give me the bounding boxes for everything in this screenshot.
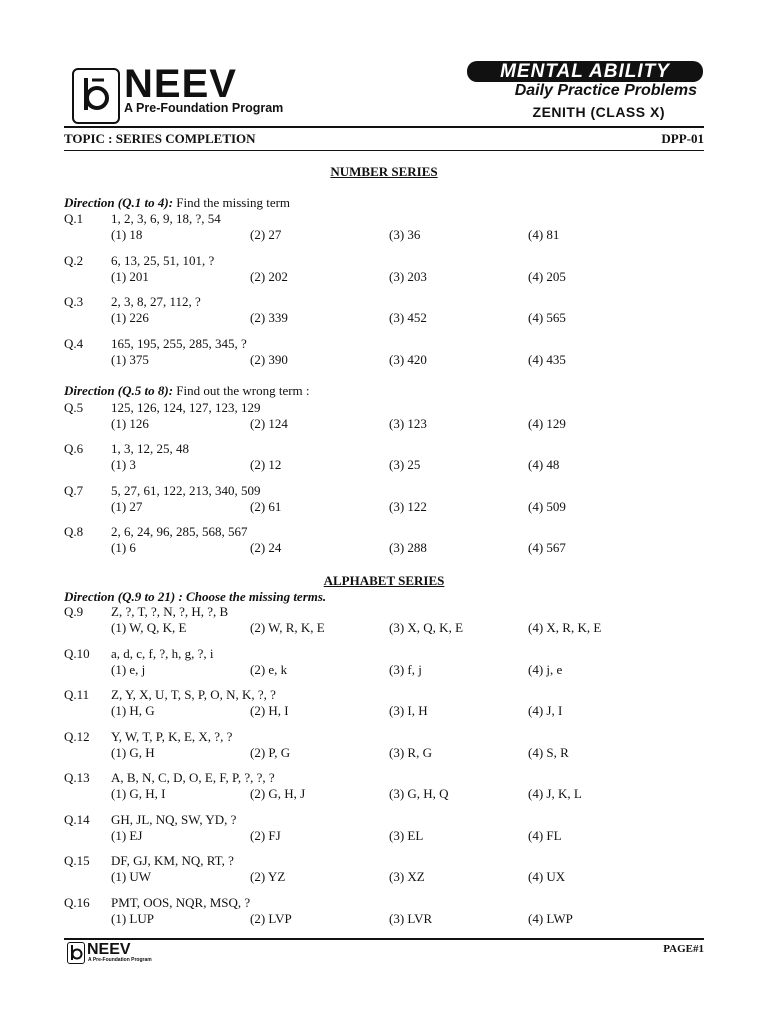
answer-option: (1) G, H bbox=[111, 745, 155, 760]
question-number: Q.9 bbox=[64, 604, 84, 619]
page-number: PAGE#1 bbox=[663, 943, 704, 955]
answer-option: (2) 124 bbox=[250, 416, 288, 431]
question-text: Y, W, T, P, K, E, X, ?, ? bbox=[111, 729, 233, 744]
answer-option: (1) 3 bbox=[111, 457, 136, 472]
answer-option: (2) 27 bbox=[250, 227, 282, 242]
answer-option: (3) 452 bbox=[389, 310, 427, 325]
answer-option: (2) LVP bbox=[250, 911, 292, 926]
question-text: Z, ?, T, ?, N, ?, H, ?, B bbox=[111, 604, 229, 619]
question-text: 125, 126, 124, 127, 123, 129 bbox=[111, 400, 261, 415]
answer-option: (2) P, G bbox=[250, 745, 291, 760]
answer-option: (2) 61 bbox=[250, 499, 282, 514]
question-number: Q.10 bbox=[64, 646, 90, 661]
question-number: Q.15 bbox=[64, 853, 90, 868]
answer-option: (2) 339 bbox=[250, 310, 288, 325]
footer-logo-icon bbox=[67, 942, 85, 964]
answer-option: (1) LUP bbox=[111, 911, 154, 926]
answer-option: (4) 81 bbox=[528, 227, 560, 242]
answer-option: (4) J, K, L bbox=[528, 786, 582, 801]
answer-option: (2) H, I bbox=[250, 703, 289, 718]
question-text: 6, 13, 25, 51, 101, ? bbox=[111, 253, 215, 268]
direction-label: Direction (Q.9 to 21) : Choose the missing terms. bbox=[64, 589, 327, 604]
answer-option: (1) EJ bbox=[111, 828, 143, 843]
answer-option: (2) YZ bbox=[250, 869, 286, 884]
doc-type: Daily Practice Problems bbox=[514, 82, 697, 99]
direction-text: Find out the wrong term : bbox=[176, 383, 310, 398]
question-number: Q.13 bbox=[64, 770, 90, 785]
question-text: Z, Y, X, U, T, S, P, O, N, K, ?, ? bbox=[111, 687, 276, 702]
section-heading-number: NUMBER SERIES bbox=[330, 164, 438, 179]
question-text: GH, JL, NQ, SW, YD, ? bbox=[111, 812, 237, 827]
answer-option: (4) LWP bbox=[528, 911, 573, 926]
question-number: Q.12 bbox=[64, 729, 90, 744]
question-number: Q.14 bbox=[64, 812, 90, 827]
question-text: 2, 3, 8, 27, 112, ? bbox=[111, 294, 201, 309]
question-number: Q.1 bbox=[64, 211, 84, 226]
question-text: PMT, OOS, NQR, MSQ, ? bbox=[111, 895, 251, 910]
answer-option: (4) 567 bbox=[528, 540, 566, 555]
answer-option: (2) 202 bbox=[250, 269, 288, 284]
answer-option: (4) 565 bbox=[528, 310, 566, 325]
answer-option: (1) 18 bbox=[111, 227, 143, 242]
class-label: ZENITH (CLASS X) bbox=[532, 104, 665, 120]
answer-option: (2) FJ bbox=[250, 828, 281, 843]
answer-option: (2) W, R, K, E bbox=[250, 620, 325, 635]
answer-option: (3) 122 bbox=[389, 499, 427, 514]
answer-option: (4) 48 bbox=[528, 457, 560, 472]
question-number: Q.2 bbox=[64, 253, 84, 268]
question-text: 5, 27, 61, 122, 213, 340, 509 bbox=[111, 483, 261, 498]
answer-option: (1) 226 bbox=[111, 310, 149, 325]
question-text: 1, 2, 3, 6, 9, 18, ?, 54 bbox=[111, 211, 221, 226]
direction-label: Direction (Q.5 to 8): bbox=[64, 383, 174, 398]
answer-option: (4) UX bbox=[528, 869, 566, 884]
question-number: Q.7 bbox=[64, 483, 84, 498]
answer-option: (3) 203 bbox=[389, 269, 427, 284]
answer-option: (4) 205 bbox=[528, 269, 566, 284]
answer-option: (4) S, R bbox=[528, 745, 569, 760]
direction-label: Direction (Q.1 to 4): bbox=[64, 195, 174, 210]
direction-line bbox=[64, 383, 310, 399]
answer-option: (4) 435 bbox=[528, 352, 566, 367]
brand-name: NEEV bbox=[124, 62, 237, 106]
answer-option: (3) 36 bbox=[389, 227, 421, 242]
answer-option: (1) 27 bbox=[111, 499, 143, 514]
answer-option: (3) X, Q, K, E bbox=[389, 620, 464, 635]
answer-option: (4) 129 bbox=[528, 416, 566, 431]
question-number: Q.4 bbox=[64, 336, 84, 351]
answer-option: (3) G, H, Q bbox=[389, 786, 449, 801]
question-number: Q.5 bbox=[64, 400, 84, 415]
answer-option: (3) 25 bbox=[389, 457, 421, 472]
question-text: 1, 3, 12, 25, 48 bbox=[111, 441, 189, 456]
answer-option: (3) I, H bbox=[389, 703, 428, 718]
neev-logo bbox=[72, 68, 120, 124]
question-number: Q.11 bbox=[64, 687, 90, 702]
answer-option: (3) f, j bbox=[389, 662, 422, 677]
answer-option: (3) XZ bbox=[389, 869, 425, 884]
answer-option: (3) 123 bbox=[389, 416, 427, 431]
subject-banner: MENTAL ABILITY bbox=[467, 61, 703, 82]
answer-option: (3) LVR bbox=[389, 911, 433, 926]
question-text: 2, 6, 24, 96, 285, 568, 567 bbox=[111, 524, 248, 539]
answer-option: (1) 6 bbox=[111, 540, 136, 555]
neev-logo-icon bbox=[78, 74, 112, 116]
answer-option: (1) G, H, I bbox=[111, 786, 166, 801]
question-number: Q.3 bbox=[64, 294, 84, 309]
answer-option: (1) UW bbox=[111, 869, 152, 884]
direction-line bbox=[64, 195, 290, 211]
answer-option: (2) 12 bbox=[250, 457, 282, 472]
answer-option: (1) 126 bbox=[111, 416, 149, 431]
answer-option: (3) 420 bbox=[389, 352, 427, 367]
answer-option: (4) 509 bbox=[528, 499, 566, 514]
footer-brand: NEEV bbox=[87, 941, 131, 958]
answer-option: (4) j, e bbox=[528, 662, 563, 677]
question-number: Q.8 bbox=[64, 524, 84, 539]
answer-option: (4) J, I bbox=[528, 703, 563, 718]
question-text: 165, 195, 255, 285, 345, ? bbox=[111, 336, 247, 351]
answer-option: (4) FL bbox=[528, 828, 562, 843]
answer-option: (3) R, G bbox=[389, 745, 432, 760]
answer-option: (1) e, j bbox=[111, 662, 146, 677]
topic-title: TOPIC : SERIES COMPLETION bbox=[64, 131, 256, 146]
answer-option: (2) 24 bbox=[250, 540, 282, 555]
dpp-number: DPP-01 bbox=[661, 131, 704, 146]
answer-option: (1) 201 bbox=[111, 269, 149, 284]
brand-tagline: A Pre-Foundation Program bbox=[124, 101, 284, 115]
footer-tagline: A Pre-Foundation Program bbox=[88, 957, 152, 963]
answer-option: (1) H, G bbox=[111, 703, 155, 718]
direction-text: Find the missing term bbox=[176, 195, 291, 210]
question-text: A, B, N, C, D, O, E, F, P, ?, ?, ? bbox=[111, 770, 275, 785]
section-heading-alphabet: ALPHABET SERIES bbox=[323, 573, 445, 588]
question-text: a, d, c, f, ?, h, g, ?, i bbox=[111, 646, 214, 661]
header-divider bbox=[64, 126, 704, 128]
answer-option: (4) X, R, K, E bbox=[528, 620, 602, 635]
answer-option: (2) 390 bbox=[250, 352, 288, 367]
answer-option: (2) e, k bbox=[250, 662, 288, 677]
question-number: Q.16 bbox=[64, 895, 90, 910]
answer-option: (1) 375 bbox=[111, 352, 149, 367]
answer-option: (3) 288 bbox=[389, 540, 427, 555]
question-number: Q.6 bbox=[64, 441, 84, 456]
topic-divider bbox=[64, 150, 704, 151]
answer-option: (2) G, H, J bbox=[250, 786, 306, 801]
footer-divider bbox=[64, 938, 704, 940]
direction-line bbox=[64, 589, 326, 605]
answer-option: (1) W, Q, K, E bbox=[111, 620, 187, 635]
question-text: DF, GJ, KM, NQ, RT, ? bbox=[111, 853, 234, 868]
answer-option: (3) EL bbox=[389, 828, 424, 843]
